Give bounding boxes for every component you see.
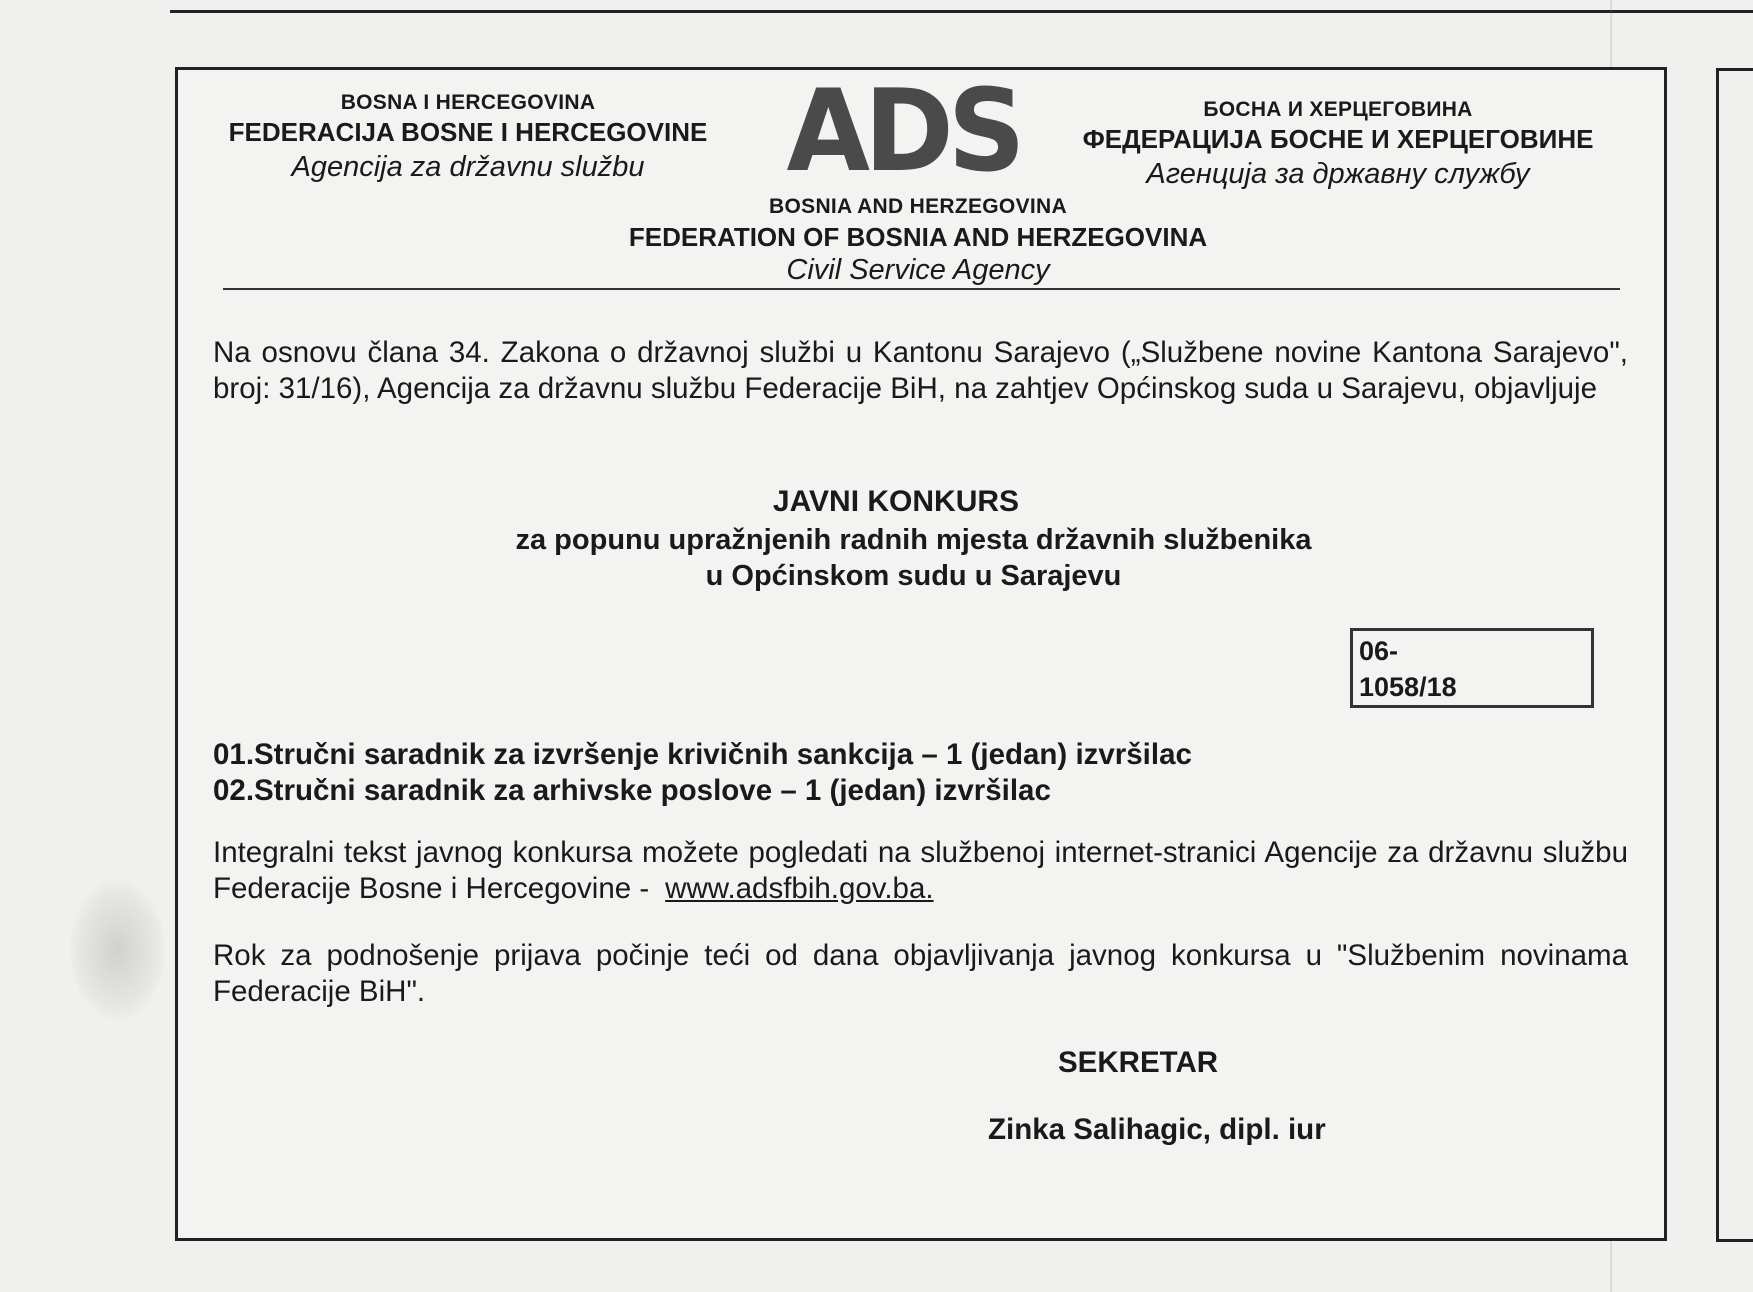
letterhead-english xyxy=(478,193,1358,287)
letterhead-cyrillic xyxy=(1038,97,1638,193)
letterhead-divider xyxy=(223,288,1620,290)
title-main: JAVNI KONKURS xyxy=(772,485,1020,518)
website-link[interactable]: www.adsfbih.gov.ba. xyxy=(665,872,934,905)
reference-number-line-1: 06- xyxy=(1359,636,1399,666)
agency-name-cyrillic: Агенција за државну службу xyxy=(1146,158,1530,190)
integral-text: Integralni tekst javnog konkursa možete pogledati na službenoj internet-stranici Agencije za državnu službu Federacije Bosne i Hercegovine - xyxy=(213,836,1628,905)
top-border-rule xyxy=(170,0,1753,13)
agency-name-english: Civil Service Agency xyxy=(786,254,1050,286)
country-name-cyrillic: БОСНА И ХЕРЦЕГОВИНА xyxy=(1203,98,1473,121)
deadline-paragraph: Rok za podnošenje prijava počinje teći od dana objavljivanja javnog konkursa u "Službenim novinama Federacije BiH". xyxy=(213,939,1628,1008)
positions-list xyxy=(213,737,1513,809)
federation-name-cyrillic: ФЕДЕРАЦИЈА БОСНЕ И ХЕРЦЕГОВИНЕ xyxy=(1082,124,1594,154)
intro-paragraph: Na osnovu člana 34. Zakona o državnoj službi u Kantonu Sarajevo („Službene novine Kantona Sarajevo", broj: 31/16), Agencija za državnu službu Federacije BiH, na zahtjev Općinskog suda u Sarajevu, objavljuje xyxy=(213,336,1628,405)
scan-smudge xyxy=(70,880,165,1020)
position-item: 01.Stručni saradnik za izvršenje krivičnih sankcija – 1 (jedan) izvršilac xyxy=(213,738,1192,771)
signature-name: Zinka Salihagic, dipl. iur xyxy=(988,1113,1326,1146)
adjacent-panel-border xyxy=(1716,68,1753,1242)
announcement-frame xyxy=(175,67,1667,1241)
country-name-english: BOSNIA AND HERZEGOVINA xyxy=(769,195,1067,218)
position-item: 02.Stručni saradnik za arhivske poslove – 1 (jedan) izvršilac xyxy=(213,774,1051,807)
signature-title: SEKRETAR xyxy=(1058,1046,1219,1079)
letterhead-latin xyxy=(198,90,738,186)
country-name-latin: BOSNA I HERCEGOVINA xyxy=(340,91,596,114)
reference-number-line-2: 1058/18 xyxy=(1359,672,1457,702)
reference-number-box xyxy=(1350,628,1594,708)
integral-text-paragraph xyxy=(213,835,1628,907)
federation-name-latin: FEDERACIJA BOSNE I HERCEGOVINE xyxy=(228,117,708,147)
announcement-title xyxy=(178,482,1664,594)
agency-name-latin: Agencija za državnu službu xyxy=(291,151,645,183)
letterhead xyxy=(178,65,1664,290)
title-subtitle-1: za popunu upražnjenih radnih mjesta državnih službenika xyxy=(515,524,1312,556)
federation-name-english: FEDERATION OF BOSNIA AND HERZEGOVINA xyxy=(628,222,1208,252)
ads-logo: ADS xyxy=(786,65,1020,198)
title-subtitle-2: u Općinskom sudu u Sarajevu xyxy=(705,560,1122,592)
